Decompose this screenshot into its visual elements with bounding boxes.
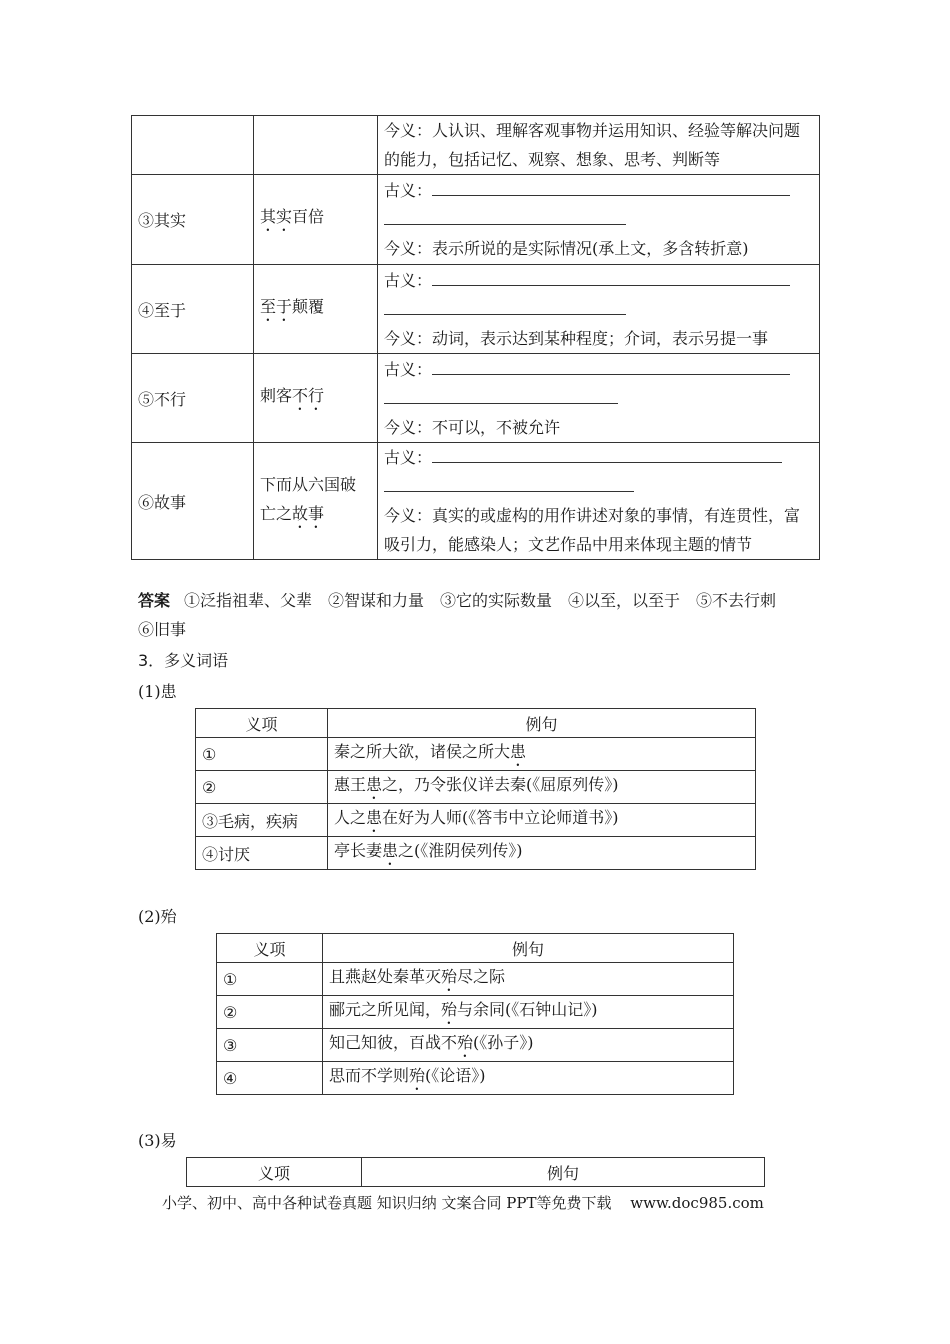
- example-dotted: 故事: [292, 504, 325, 523]
- example-cell: [254, 265, 378, 354]
- table-row: [217, 963, 734, 996]
- header-meaning: 义项: [196, 709, 328, 738]
- header-example: 例句: [362, 1158, 765, 1187]
- jin-text: 今义：不可以，不被允许: [384, 417, 561, 437]
- table-row: [217, 1029, 734, 1062]
- polysemy-table-dai: [216, 933, 734, 1095]
- example-pre: 秦之所大欲，诸侯之所大: [334, 741, 511, 761]
- example-pre: 且燕赵处秦革灭: [329, 966, 442, 986]
- example-pre: 刺客: [260, 385, 293, 405]
- example-post: 在好为人师(《答韦中立论师道书》): [382, 807, 619, 827]
- answer-label: 答案: [138, 591, 171, 610]
- meaning-cell: [378, 354, 820, 443]
- term-cell: [132, 116, 254, 175]
- table-title: (2)殆: [138, 907, 177, 926]
- example-post: 尽之际: [457, 966, 506, 986]
- example-pre: 惠王: [334, 774, 367, 794]
- table-row: [132, 175, 820, 265]
- example-pre: 人之: [334, 807, 367, 827]
- answer-blank[interactable]: [384, 387, 618, 404]
- term-cell: ⑥故事: [132, 443, 254, 560]
- meaning-cell: ④: [217, 1062, 323, 1095]
- example-post: (《孙子》): [473, 1032, 534, 1052]
- example-dotted: 殆: [409, 1065, 426, 1085]
- example-cell: [323, 1062, 734, 1095]
- answer-blank[interactable]: [432, 179, 790, 196]
- jin-text: 今义：真实的或虚构的用作讲述对象的事情，有连贯性，富吸引力，能感染人；文艺作品中用来体现主题的情节: [384, 506, 801, 554]
- polysemy-table-yi: [186, 1157, 765, 1187]
- example-dotted: 不行: [292, 385, 325, 405]
- table-row: [196, 837, 756, 870]
- example-dotted: 患: [510, 741, 527, 761]
- table-row: [217, 996, 734, 1029]
- meaning-cell: ①: [217, 963, 323, 996]
- jin-cell: 今义：人认识、理解客观事物并运用知识、经验等解决问题的能力，包括记忆、观察、想象、思考、判断等: [378, 116, 820, 175]
- header-meaning: 义项: [187, 1158, 362, 1187]
- table-row: [217, 1062, 734, 1095]
- meaning-cell: [378, 175, 820, 265]
- meaning-cell: ②: [196, 771, 328, 804]
- jin-text: 今义：动词，表示达到某种程度；介词，表示另提一事: [384, 328, 769, 348]
- term-cell: ④至于: [132, 265, 254, 354]
- example-cell: [328, 738, 756, 771]
- table-row: [196, 738, 756, 771]
- example-cell: [254, 175, 378, 265]
- example-dotted: 殆: [441, 999, 458, 1019]
- table-row: [196, 771, 756, 804]
- answer-blank[interactable]: [384, 475, 634, 492]
- example-post: (《论语》): [425, 1065, 486, 1085]
- example-post: 之(《淮阴侯列传》): [398, 840, 523, 860]
- example-dotted: 至于: [260, 296, 293, 316]
- example-dotted: 殆: [457, 1032, 474, 1052]
- example-cell: [254, 116, 378, 175]
- gu-label: 古义：: [384, 270, 433, 290]
- example-pre: 亭长妻: [334, 840, 383, 860]
- answer-block: [138, 586, 828, 644]
- example-dotted: 患: [366, 774, 383, 794]
- table-row: [132, 443, 820, 560]
- answer-blank[interactable]: [384, 298, 626, 315]
- vocab-table: [131, 115, 820, 560]
- header-meaning: 义项: [217, 934, 323, 963]
- gu-label: 古义：: [384, 448, 433, 467]
- footer: [162, 1192, 802, 1213]
- header-example: 例句: [328, 709, 756, 738]
- example-post: 百倍: [292, 207, 325, 226]
- gu-label: 古义：: [384, 181, 433, 200]
- answer-text-2: ⑥旧事: [138, 620, 187, 639]
- meaning-cell: ③毛病，疾病: [196, 804, 328, 837]
- table-row: [132, 354, 820, 443]
- example-pre: 知己知彼，百战不: [329, 1032, 458, 1052]
- table-row: [196, 804, 756, 837]
- example-pre: 郦元之所见闻，: [329, 999, 442, 1019]
- meaning-cell: [378, 443, 820, 560]
- answer-blank[interactable]: [384, 208, 626, 225]
- example-post: 颠覆: [292, 296, 325, 316]
- section-heading: 3．多义词语: [138, 651, 229, 670]
- table-header-row: [217, 934, 734, 963]
- example-cell: [323, 1029, 734, 1062]
- answer-blank[interactable]: [432, 446, 782, 463]
- term-cell: ③其实: [132, 175, 254, 265]
- footer-text: 小学、初中、高中各种试卷真题 知识归纳 文案合同 PPT等免费下载: [162, 1194, 612, 1212]
- example-dotted: 殆: [441, 966, 458, 986]
- example-pre: 思而不学则: [329, 1065, 410, 1085]
- example-pre: 下而从六国破亡之: [260, 475, 357, 523]
- meaning-cell: ④讨厌: [196, 837, 328, 870]
- example-cell: [323, 996, 734, 1029]
- example-cell: [328, 804, 756, 837]
- table-title: (1)患: [138, 682, 177, 701]
- term-cell: ⑤不行: [132, 354, 254, 443]
- meaning-cell: ②: [217, 996, 323, 1029]
- answer-text: ①泛指祖辈、父辈 ②智谋和力量 ③它的实际数量 ④以至，以至于 ⑤不去行刺: [184, 591, 777, 610]
- example-cell: [254, 354, 378, 443]
- example-cell: [323, 963, 734, 996]
- example-cell: [328, 837, 756, 870]
- table-header-row: [187, 1158, 765, 1187]
- header-example: 例句: [323, 934, 734, 963]
- example-dotted: 患: [382, 840, 399, 860]
- example-post: 之，乃令张仪详去秦(《屈原列传》): [382, 774, 619, 794]
- answer-blank[interactable]: [432, 269, 790, 286]
- polysemy-table-huan: [195, 708, 756, 870]
- example-cell: [254, 443, 378, 560]
- meaning-cell: [378, 265, 820, 354]
- table-title: (3)易: [138, 1131, 177, 1150]
- meaning-cell: ③: [217, 1029, 323, 1062]
- table-row: [132, 116, 820, 175]
- table-header-row: [196, 709, 756, 738]
- example-cell: [328, 771, 756, 804]
- meaning-cell: ①: [196, 738, 328, 771]
- example-dotted: 其实: [260, 207, 293, 226]
- example-post: 与余同(《石钟山记》): [457, 999, 598, 1019]
- gu-label: 古义：: [384, 359, 433, 379]
- answer-blank[interactable]: [432, 358, 790, 375]
- jin-text: 今义：表示所说的是实际情况(承上文，多含转折意): [384, 239, 749, 258]
- table-row: [132, 265, 820, 354]
- example-dotted: 患: [366, 807, 383, 827]
- footer-url[interactable]: www.doc985.com: [630, 1194, 764, 1212]
